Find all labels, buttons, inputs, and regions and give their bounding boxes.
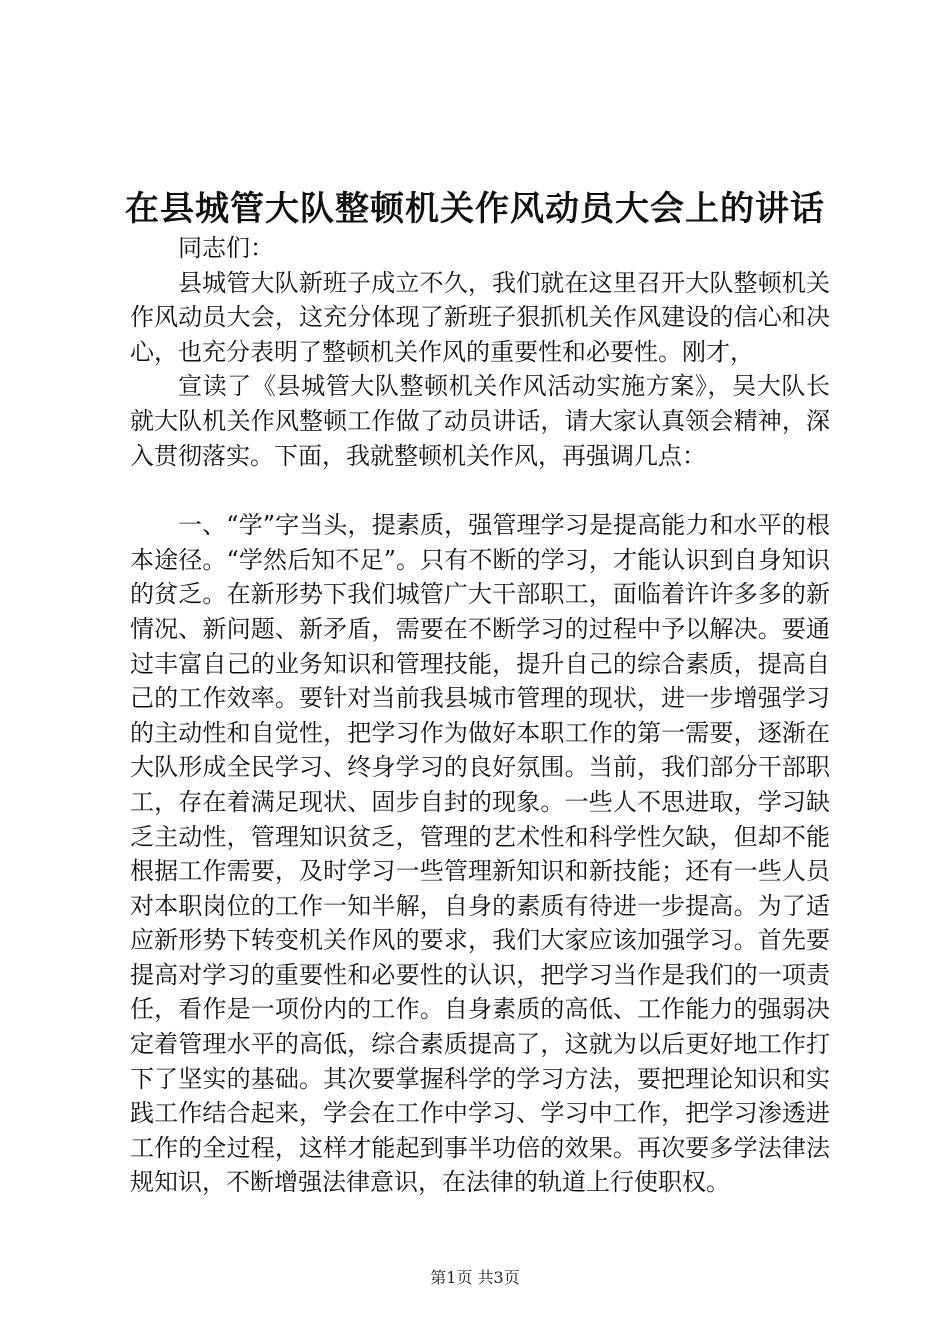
paragraph-spacer	[130, 473, 830, 508]
paragraph-announcement: 宣读了《县城管大队整顿机关作风活动实施方案》，吴大队长就大队机关作风整顿工作做了动员讲话，请大家认真领会精神，深入贯彻落实。下面，我就整顿机关作风，再强调几点：	[130, 372, 830, 470]
document-body	[130, 231, 830, 1200]
paragraph-intro: 县城管大队新班子成立不久，我们就在这里召开大队整顿机关作风动员大会，这充分体现了新班子狠抓机关作风建设的信心和决心，也充分表明了整顿机关作风的重要性和必要性。刚才，	[130, 268, 830, 366]
page-number-footer: 第1页 共3页	[430, 1268, 520, 1287]
paragraph-section-one: 一、“学”字当头，提素质，强管理学习是提高能力和水平的根本途径。“学然后知不足”。只有不断的学习，才能认识到自身知识的贫乏。在新形势下我们城管广大干部职工，面临着许许多多的新情况、新问题、新矛盾，需要在不断学习的过程中予以解决。要通过丰富自己的业务知识和管理技能，提升自己的综合素质，提高自己的工作效率。要针对当前我县城市管理的现状，进一步增强学习的主动性和自觉性，把学习作为做好本职工作的第一需要，逐渐在大队形成全民学习、终身学习的良好氛围。当前，我们部分干部职工，存在着满足现状、固步自封的现象。一些人不思进取，学习缺乏主动性，管理知识贫乏，管理的艺术性和科学性欠缺，但却不能根据工作需要，及时学习一些管理新知识和新技能；还有一些人员对本职岗位的工作一知半解，自身的素质有待进一步提高。为了适应新形势下转变机关作风的要求，我们大家应该加强学习。首先要提高对学习的重要性和必要性的认识，把学习当作是我们的一项责任，看作是一项份内的工作。自身素质的高低、工作能力的强弱决定着管理水平的高低，综合素质提高了，这就为以后更好地工作打下了坚实的基础。其次要掌握科学的学习方法，要把理论知识和实践工作结合起来，学会在工作中学习、学习中工作，把学习渗透进工作的全过程，这样才能起到事半功倍的效果。再次要多学法律法规知识，不断增强法律意识，在法律的轨道上行使职权。	[130, 511, 830, 1197]
document-title: 在县城管大队整顿机关作风动员大会上的讲话	[125, 189, 825, 229]
greeting-line: 同志们：	[178, 234, 274, 262]
